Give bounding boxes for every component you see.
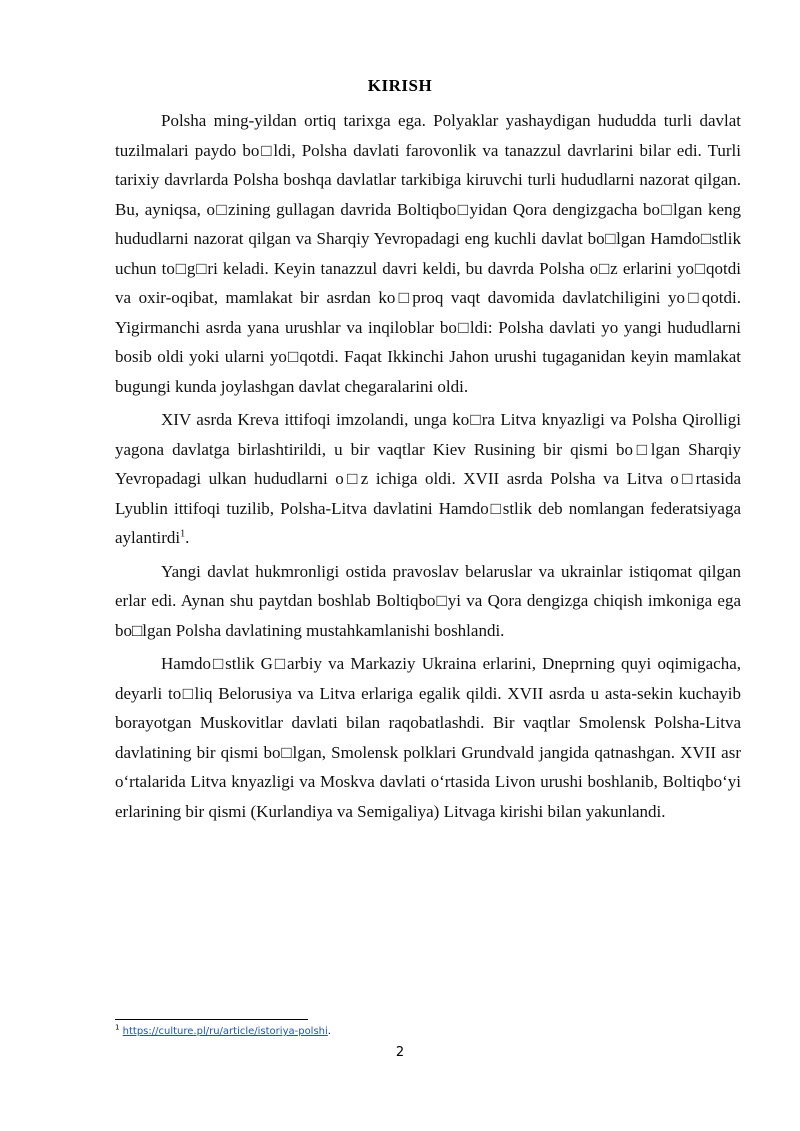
paragraph-2-text: XIV asrda Kreva ittifoqi imzolandi, unga ko□ra Litva knyazligi va Polsha Qirolligi yagona davlatga birlashtirildi, u bir vaqtlar Kiev Rusining bir qismi bo□lgan Sharqiy Yevropadagi ulkan hududlarni o□z ichiga oldi. XVII asrda Polsha va Litva o□rtasida Lyublin ittifoqi tuzilib, Polsha-Litva davlatini Hamdo□stlik deb nomlangan federatsiyaga aylantirdi: [115, 410, 741, 547]
document-body: [115, 106, 741, 830]
paragraph-4-text: Hamdo□stlik G□arbiy va Markaziy Ukraina erlarini, Dneprning quyi oqimigacha, deyarli to□liq Belorusiya va Litva erlariga egalik qildi. XVII asrda u asta-sekin kuchayib borayotgan Muskovitlar davlati bilan raqobatlashdi. Bir vaqtlar Smolensk Polsha-Litva davlatining bir qismi bo□lgan, Smolensk polklari Grundvald jangida qatnashgan. XVII asr o‘rtalarida Litva knyazligi va Moskva davlati o‘rtasida Livon urushi boshlanib, Boltiqbo‘yi erlarining bir qismi (Kurlandiya va Semigaliya) Litvaga kirishi bilan yakunlandi.: [115, 654, 741, 821]
section-heading: KIRISH: [367, 76, 433, 95]
paragraph-3: [115, 557, 741, 646]
footnote-reference[interactable]: 1: [180, 528, 186, 540]
footnote-separator: [115, 1019, 308, 1020]
paragraph-4: [115, 649, 741, 826]
paragraph-2-end: .: [185, 528, 190, 547]
footnote-number: 1: [115, 1023, 120, 1032]
footnote-link[interactable]: https://culture.pl/ru/article/istoriya-polshi: [122, 1026, 328, 1037]
footnote: [115, 1023, 331, 1037]
paragraph-2: [115, 405, 741, 553]
footnote-end: .: [327, 1026, 331, 1037]
paragraph-1: [115, 106, 741, 401]
paragraph-3-text: Yangi davlat hukmronligi ostida pravoslav belaruslar va ukrainlar istiqomat qilgan erlar edi. Aynan shu paytdan boshlab Boltiqbo□yi va Qora dengizga chiqish imkoniga ega bo□lgan Polsha davlatining mustahkamlanishi boshlandi.: [115, 561, 741, 640]
paragraph-1-text: Polsha ming-yildan ortiq tarixga ega. Polyaklar yashaydigan hududda turli davlat tuzilmalari paydo bo□ldi, Polsha davlati farovonlik va tanazzul davrlarini bilar edi. Turli tarixiy davrlarda Polsha boshqa davlatlar tarkibiga kiruvchi turli hududlarni nazorat qilgan. Bu, ayniqsa, o□zining gullagan davrida Boltiqbo□yidan Qora dengizgacha bo□lgan keng hududlarni nazorat qilgan va Sharqiy Yevropadagi eng kuchli davlat bo□lgan Hamdo□stlik uchun to□g□ri keladi. Keyin tanazzul davri keldi, bu davrda Polsha o□z erlarini yo□qotdi va oxir-oqibat, mamlakat bir asrdan ko□proq vaqt davomida davlatchiligini yo□qotdi. Yigirmanchi asrda yana urushlar va inqiloblar bo□ldi: Polsha davlati yo yangi hududlarni bosib oldi yoki ularni yo□qotdi. Faqat Ikkinchi Jahon urushi tugaganidan keyin mamlakat bugungi kunda joylashgan davlat chegaralarini oldi.: [115, 111, 741, 396]
page-number: 2: [395, 1045, 405, 1060]
